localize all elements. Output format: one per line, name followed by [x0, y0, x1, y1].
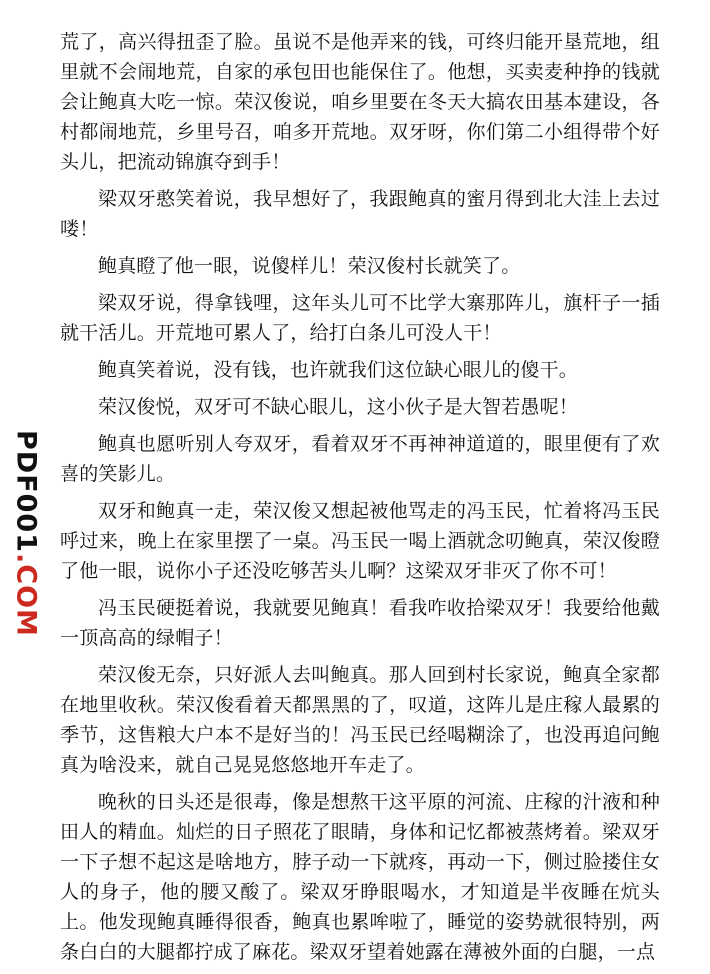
- paragraph: 荒了，高兴得扭歪了脸。虽说不是他弄来的钱，可终归能开垦荒地，组里就不会闹地荒，自家的承包田也能保住了。他想，买卖麦种挣的钱就会让鲍真大吃一惊。荣汉俊说，咱乡里要在冬天大搞农田基本建设，各村都闹地荒，乡里号召，咱多开荒地。双牙呀，你们第二小组得带个好头儿，把流动锦旗夺到手！: [60, 31, 660, 173]
- paragraph: 双牙和鲍真一走，荣汉俊又想起被他骂走的冯玉民，忙着将冯玉民呼过来，晚上在家里摆了一桌。冯玉民一喝上酒就念叨鲍真，荣汉俊瞪了他一眼，说你小子还没吃够苦头儿啊？这梁双牙非灭了你不可！: [60, 500, 660, 582]
- paragraph: 荣汉俊无奈，只好派人去叫鲍真。那人回到村长家说，鲍真全家都在地里收秋。荣汉俊看着天都黑黑的了，叹道，这阵儿是庄稼人最累的季节，这售粮大户本不是好当的！冯玉民已经喝糊涂了，也没再追问鲍真为啥没来，就自己晃晃悠悠地开车走了。: [60, 664, 660, 776]
- paragraph: 鲍真瞪了他一眼，说傻样儿！荣汉俊村长就笑了。: [98, 255, 521, 277]
- paragraph: 梁双牙憨笑着说，我早想好了，我跟鲍真的蜜月得到北大洼上去过喽！: [60, 188, 660, 240]
- text-body: [60, 27, 660, 974]
- paragraph: 荣汉俊悦，双牙可不缺心眼儿，这小伙子是大智若愚呢！: [98, 396, 579, 418]
- paragraph: 鲍真笑着说，没有钱，也许就我们这位缺心眼儿的傻干。: [98, 359, 579, 381]
- paragraph: 梁双牙说，得拿钱哩，这年头儿可不比学大寨那阵儿，旗杆子一插就干活儿。开荒地可累人了，给打白条儿可没人干！: [60, 292, 660, 344]
- paragraph: 晚秋的日头还是很毒，像是想熬干这平原的河流、庄稼的汁液和种田人的精血。灿烂的日子照花了眼睛，身体和记忆都被蒸烤着。梁双牙一下子想不起这是啥地方，脖子动一下就疼，再动一下，侧过脸搂住女人的身子，他的腰又酸了。梁双牙睁眼喝水，才知道是半夜睡在炕头上。他发现鲍真睡得很香，鲍真也累哞啦了，睡觉的姿势就很特别，两条白白的大腿都拧成了麻花。梁双牙望着她露在薄被外面的白腿，一点: [60, 791, 660, 963]
- watermark: [8, 430, 44, 637]
- watermark-text-main: PDF001: [10, 430, 42, 554]
- paragraph: 鲍真也愿听别人夸双牙，看着双牙不再神神道道的，眼里便有了欢喜的笑影儿。: [60, 433, 660, 485]
- watermark-text-suffix: .COM: [10, 553, 42, 637]
- paragraph: 冯玉民硬挺着说，我就要见鲍真！看我咋收拾梁双牙！我要给他戴一顶高高的绿帽子！: [60, 597, 660, 649]
